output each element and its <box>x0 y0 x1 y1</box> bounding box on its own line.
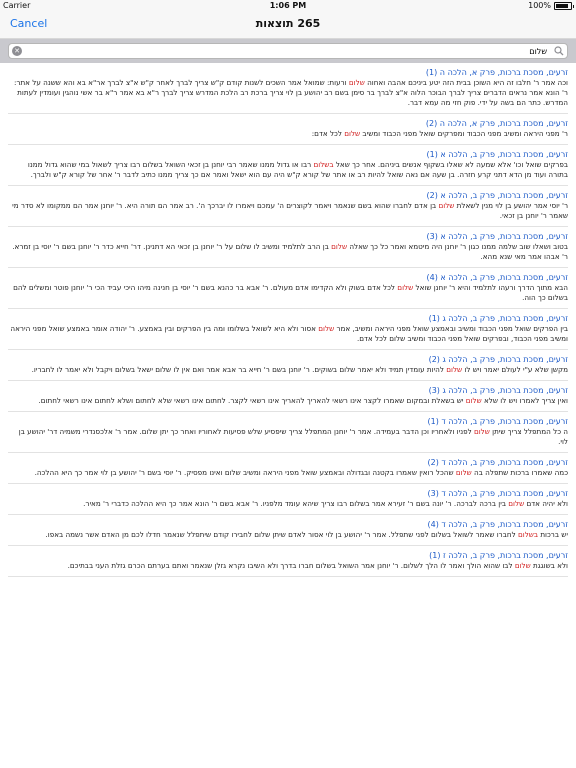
search-match-highlight: שלום <box>438 201 455 210</box>
snippet-text-before: וכה אמר ר' חלבו זה היא השוכן בבית הזה יטע ביניכם אהבה ואחוה <box>364 78 568 87</box>
result-reference: זרעים, מסכת ברכות, פרק ב, הלכה ג (3) <box>428 386 568 395</box>
snippet-text-before: ר' יוסי אמר יהושע בן לוי מנין לשאלת <box>454 201 568 210</box>
result-item[interactable] <box>8 63 568 114</box>
result-reference: זרעים, מסכת ברכות, פרק ב, הלכה ג (1) <box>428 314 568 323</box>
result-reference: זרעים, מסכת ברכות, פרק ב, הלכה ד (4) <box>427 520 568 529</box>
result-item[interactable] <box>8 145 568 186</box>
search-match-highlight: שלום <box>473 427 490 436</box>
result-reference: זרעים, מסכת ברכות, פרק ב, הלכה א (2) <box>426 191 568 200</box>
snippet-text-before: ר' מפני היראה ומשיב מפני הכבוד ומפרקים שואל מפני הכבוד ומשיב <box>360 129 568 138</box>
result-snippet <box>8 201 568 221</box>
result-item[interactable] <box>8 114 568 145</box>
snippet-text-before: ה כל המתפלל צריך שיתן <box>489 427 568 436</box>
result-reference: זרעים, מסכת ברכות, פרק ב, הלכה ד (2) <box>427 458 568 467</box>
snippet-text-after: לבו שהוא הולך ואמר לו הלך לשלום. ר' יוחנן אמר השואל בשלום חברו בדרך ולא השיבו נקרא גזלן שנאמר ואתם בערתם הכרם גזלת העני בבתיכם. <box>67 561 515 570</box>
snippet-text-after: להיות עומדין תמיד ולא יאמר שלום בשוקים. ר' יוחנן בשם ר' חייא בר אבא אמר ואם אין לו שלום ישאל בשלום ויקבל ולא יאמר לו לחבריו. <box>31 365 447 374</box>
result-item[interactable] <box>8 268 568 309</box>
search-icon <box>554 46 564 56</box>
snippet-text-after: אסור ולא היא לשואל בשלומו ומה בין הפרקים ובין באמצע. ר' יהודה אומר באמצע שואל מפני היראה ומשיב מפני הכבוד, ובפרקים שואל מפני הכבוד ומשיב שלום לכל אדם. <box>10 324 568 343</box>
search-match-highlight: שלום <box>514 561 531 570</box>
result-snippet <box>8 324 568 344</box>
search-match-highlight: שלום <box>508 499 525 508</box>
results-count-title: 265 תוצאות <box>255 17 321 30</box>
search-match-highlight: שלום <box>331 242 348 251</box>
snippet-text-after: בן אדם לחברו שהוא בשם שנאמר ויאמר לקוצרים ה' עמכם ויאמרו לו יברכך ה'. רב אמר הם תורה היא. ר' יוחנן אמר הם ממקומו לא סדר מי שאמר ר' יוחנן בן זכאי. <box>12 201 568 220</box>
search-field[interactable] <box>8 43 568 59</box>
status-bar <box>0 0 576 12</box>
snippet-text-before: ואין צריך לאמרו ויש לו שלא <box>481 396 568 405</box>
result-snippet <box>8 242 568 262</box>
result-item[interactable] <box>8 186 568 227</box>
search-match-highlight: בשלום <box>313 160 334 169</box>
result-item[interactable] <box>8 227 568 268</box>
clear-icon[interactable]: ✕ <box>12 46 22 56</box>
result-snippet <box>8 561 568 571</box>
result-snippet <box>8 160 568 180</box>
result-reference: זרעים, מסכת ברכות, פרק ב, הלכה ד (3) <box>427 489 568 498</box>
snippet-text-after: לכל אדם בשוק ולא הקדימו אדם מעולם. ר' אבא בר כהנא בשם ר' יוסי בן חנינה מיהו היכי עביד הכי ר' יוחנן פוטר ומשלים להם בשלום כך הוה. <box>13 283 568 302</box>
result-reference: זרעים, מסכת ברכות, פרק ב, הלכה ז (1) <box>429 551 568 560</box>
snippet-text-after: יש בשאלת ובמקום שאמרו לקצר אינו רשאי להאריך להאריך אינו רשאי לקצר. לחתום אינו רשאי שלא לחתום ושלא לחתום אינו רשאי לחתום. <box>38 396 466 405</box>
result-item[interactable] <box>8 515 568 546</box>
cancel-button[interactable]: Cancel <box>10 17 48 30</box>
result-item[interactable] <box>8 546 568 577</box>
result-snippet <box>8 78 568 108</box>
result-snippet <box>8 427 568 447</box>
result-reference: זרעים, מסכת ברכות, פרק א, הלכה ה (2) <box>425 119 568 128</box>
snippet-text-after: בן הרב לתלמיד ומשיב לו שלום על ר' יוחנן בן זכאי הא דתנינן. דר' חייא כדר ר' יוחנן בשם ר' יוסי בן זמרא. ר' אבהו אמר מאי שנא מהא. <box>12 242 568 261</box>
result-item[interactable] <box>8 309 568 350</box>
snippet-text-before: בטוב ושאלו שוב שלמה ממנו כגון ר' יוחנן היה מיטמא ואמר כל כך שאלה <box>347 242 568 251</box>
snippet-text-before: כמה שאמרו ברכות שתפלה בה <box>471 468 568 477</box>
snippet-text-before: הבא מתוך הדרך ורעהו לתלמיד והיא ר' יוחנן שואל <box>413 283 568 292</box>
clock: 1:06 PM <box>269 1 307 10</box>
search-bar <box>0 39 576 63</box>
search-match-highlight: שלום <box>318 324 335 333</box>
snippet-text-after: לכל אדם: <box>311 129 345 138</box>
result-reference: זרעים, מסכת ברכות, פרק ב, הלכה א (3) <box>426 232 568 241</box>
search-match-highlight: בשלום <box>517 530 539 539</box>
battery-percent: 100% <box>528 1 551 10</box>
result-item[interactable] <box>8 381 568 412</box>
snippet-text-before: בפרקים שואל וכו' אלא שמעה לא שאלו בשקוף אנשים ביניהם. אחר כך שאל <box>333 160 568 169</box>
result-reference: זרעים, מסכת ברכות, פרק א, הלכה ה (1) <box>425 68 568 77</box>
snippet-text-after: רבו או גדול ממנו שאמר רבי יוחנן בן זכאי השואל בשלום רבו צריך לשאול במי שהוא גדול ממנו בתורה ועוד מן הדא דתני קרע חזרה. בן שעה אם נאה שואל להיות רב או אתר של קורא ק"ש היה עם הוא ישאל ואמר אם כך צריך ממנו כתיב לדבר ר' אחר של קורא ק"ש ולברך. <box>27 160 568 179</box>
battery-icon <box>554 2 572 10</box>
snippet-text-after: ורעות: שמואל אמר השכים לשנות קודם ק"ש צריך לברך לאחר ק"ש א"צ לברך אר"א בא והא ששנה על אתר: ר' הונא אמר נראים הדברים צריך לברך הבוכר הלוה א"צ לברך בר סימן בשם רב יהושע בן לוי צריך ברכת רב הלכת המדרש צריך לברך ר"א בא אמר ר"א בר אשי נוהגין ועומדין לעתות המדרש. כתר הם בשה על ידי. פוק חזי מה עמא דבר. <box>13 78 568 107</box>
snippet-text-before: בין הפרקים שואל מפני הכבוד ומשיב ובאמצע שואל מפני היראה ומשיב, אמר <box>334 324 568 333</box>
battery-indicator <box>528 0 572 12</box>
snippet-text-before: יש ברכות <box>538 530 568 539</box>
result-snippet <box>8 396 568 406</box>
result-snippet <box>8 283 568 303</box>
search-match-highlight: שלום <box>465 396 482 405</box>
result-snippet <box>8 499 568 509</box>
navigation-bar <box>0 12 576 39</box>
snippet-text-after: לפניו ולאחריו וכן הדבר בעמידה. אמר ר' יוחנן המתפלל צריך שיפסיע שלש פסיעות לאחוריו ואחר כך יתן שלום. אמר ר' אלכסנדרי משמיה דר' יהושע בן לוי. <box>18 427 568 446</box>
result-reference: זרעים, מסכת ברכות, פרק ב, הלכה א (4) <box>426 273 568 282</box>
search-input[interactable] <box>27 44 549 58</box>
search-match-highlight: שלום <box>397 283 414 292</box>
result-snippet <box>8 129 568 139</box>
snippet-text-after: שהכל רואין שאמרו בקטנה ובגדולה ובאמצע שואל מפני היראה ומשיב שלום ואינו מפסיק. ר' יוסי בשם ר' יהושע בן לוי אמר כך היא ההלכה. <box>34 468 456 477</box>
result-item[interactable] <box>8 484 568 515</box>
result-snippet <box>8 365 568 375</box>
result-reference: זרעים, מסכת ברכות, פרק ב, הלכה ג (2) <box>428 355 568 364</box>
snippet-text-before: מקשן שלא ע"י לעולם יאמר ויש לו <box>462 365 568 374</box>
result-item[interactable] <box>8 453 568 484</box>
result-reference: זרעים, מסכת ברכות, פרק ב, הלכה ד (1) <box>427 417 568 426</box>
result-reference: זרעים, מסכת ברכות, פרק ב, הלכה א (1) <box>426 150 568 159</box>
search-match-highlight: שלום <box>348 78 365 87</box>
result-item[interactable] <box>8 350 568 381</box>
snippet-text-after: בין ברכה לברכה. ר' יונה בשם ר' זעירא אמר בשלום רבו צריך שיהא עומד מלפניו. ר' אבא בשם ר' הונא אמר כך היא ההלכה כדברי ר' מאיר. <box>83 499 509 508</box>
snippet-text-before: ולא בשוגגת <box>530 561 568 570</box>
carrier-label: Carrier <box>3 1 31 10</box>
snippet-text-before: ולא יהיה אדם <box>524 499 568 508</box>
search-match-highlight: שלום <box>455 468 472 477</box>
search-match-highlight: שלום <box>344 129 361 138</box>
results-list <box>0 63 576 577</box>
result-item[interactable] <box>8 412 568 453</box>
result-snippet <box>8 468 568 478</box>
result-snippet <box>8 530 568 540</box>
search-match-highlight: שלום <box>446 365 463 374</box>
snippet-text-after: לחברו שאמר לשואל בשלום לפני שתפלל. אמר ר' יהושע בן לוי אסור לאדם שיתן שלום לחבירו קודם שיתפלל שנאמר חדלו לכם מן האדם אשר נשמה באפו. <box>45 530 518 539</box>
